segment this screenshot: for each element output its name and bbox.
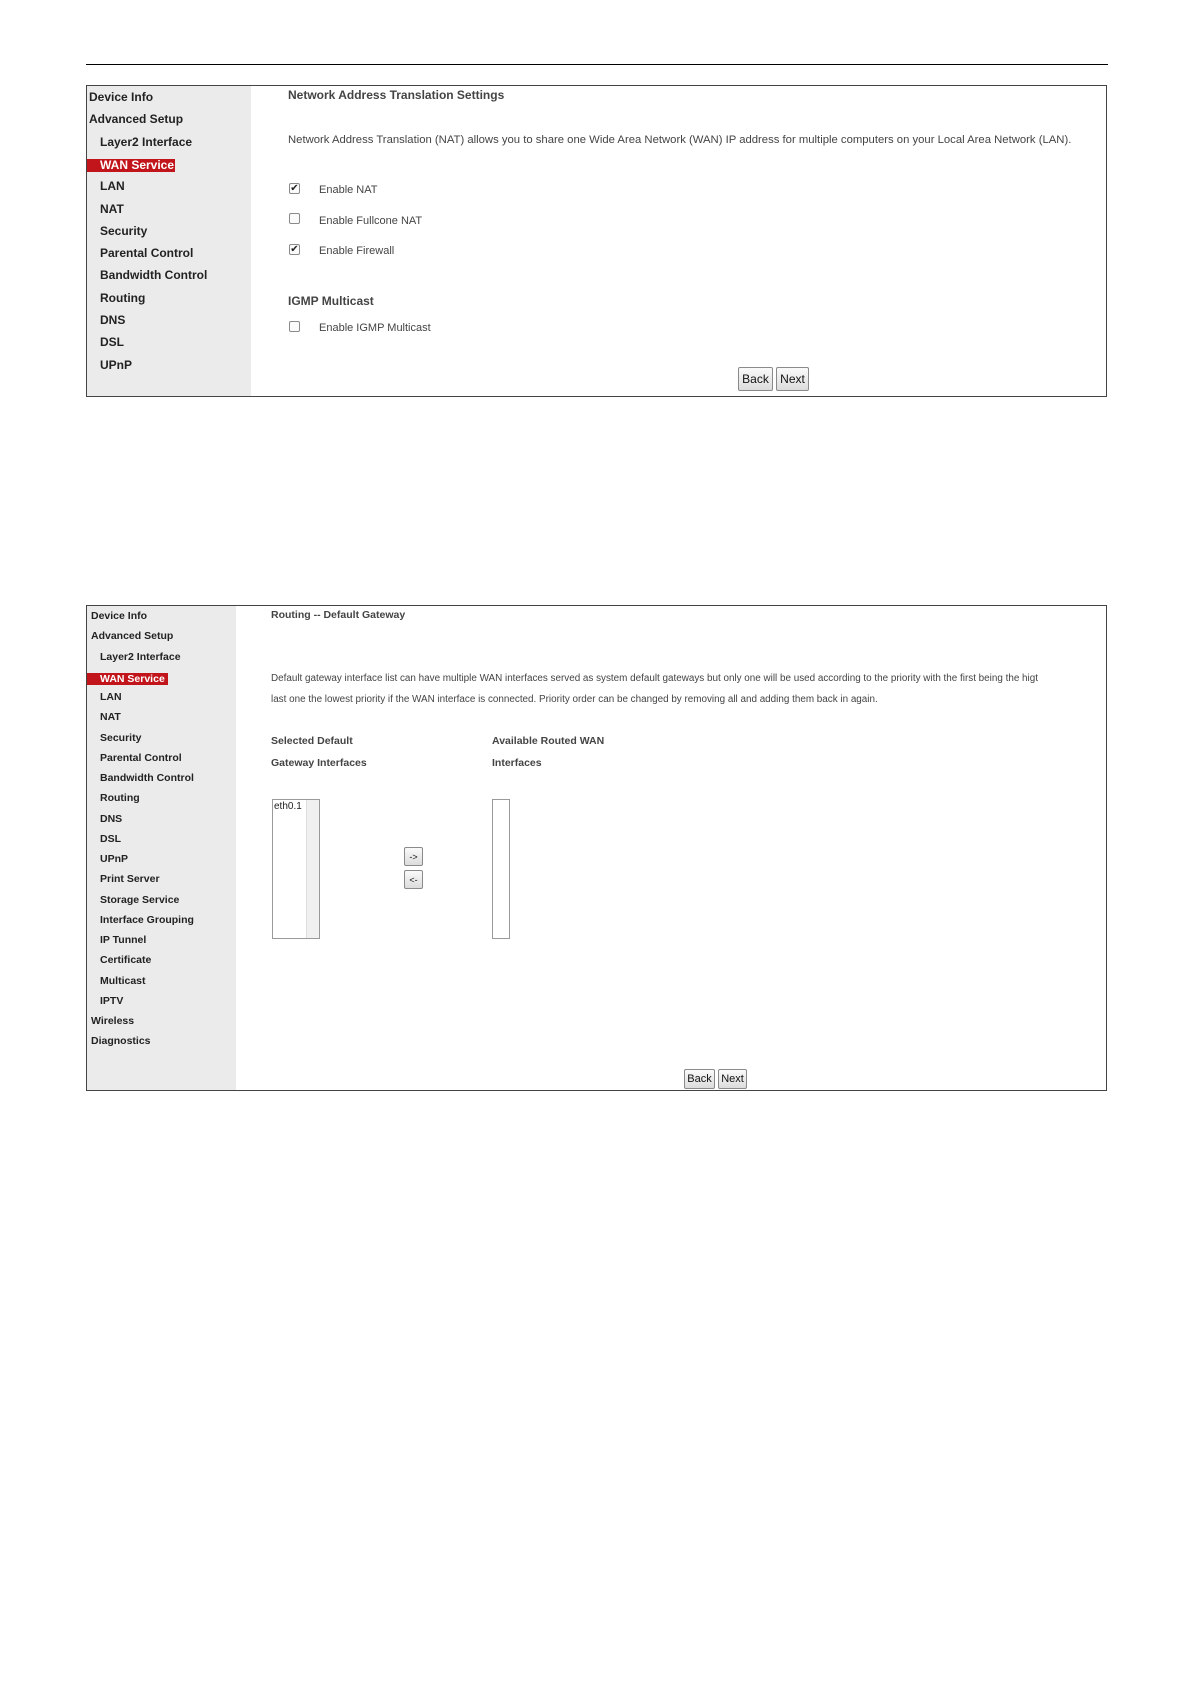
sidebar-item-dsl[interactable]: DSL — [100, 335, 124, 350]
sidebar-item-print-server[interactable]: Print Server — [100, 873, 160, 886]
routing-default-gateway-screenshot — [86, 605, 1107, 1091]
sidebar-item-layer2-interface[interactable]: Layer2 Interface — [100, 650, 181, 663]
routing-content — [236, 606, 1106, 1090]
enable-igmp-multicast-label: Enable IGMP Multicast — [319, 322, 431, 334]
enable-fullcone-nat-checkbox[interactable] — [289, 213, 300, 224]
sidebar-item-upnp[interactable]: UPnP — [100, 853, 129, 865]
selected-gateway-label-line1: Selected Default — [271, 735, 353, 747]
sidebar-item-diagnostics[interactable]: Diagnostics — [91, 1035, 151, 1048]
sidebar-item-upnp[interactable]: UPnP — [100, 357, 133, 372]
selected-gateway-listbox[interactable] — [272, 799, 320, 939]
sidebar-item-device-info[interactable]: Device Info — [89, 90, 154, 104]
back-button[interactable]: Back — [738, 367, 773, 391]
sidebar-item-security[interactable]: Security — [100, 731, 142, 744]
sidebar-item-certificate[interactable]: Certificate — [100, 954, 152, 967]
next-button[interactable]: Next — [776, 367, 809, 391]
listbox-scrollbar[interactable] — [306, 800, 319, 938]
sidebar-item-parental-control[interactable]: Parental Control — [100, 751, 182, 764]
page-top-rule — [86, 64, 1108, 65]
next-button[interactable]: Next — [718, 1069, 747, 1089]
sidebar-item-lan[interactable]: LAN — [100, 179, 125, 194]
enable-igmp-multicast-checkbox[interactable] — [289, 321, 300, 332]
selected-gateway-label-line2: Gateway Interfaces — [271, 757, 367, 769]
enable-fullcone-nat-label: Enable Fullcone NAT — [319, 215, 423, 227]
sidebar-item-nat[interactable]: NAT — [100, 201, 124, 216]
sidebar-item-security[interactable]: Security — [100, 223, 148, 238]
sidebar-item-dns[interactable]: DNS — [100, 812, 123, 825]
sidebar-item-storage-service[interactable]: Storage Service — [100, 893, 180, 906]
sidebar-item-device-info[interactable]: Device Info — [91, 610, 148, 622]
page-title: Routing -- Default Gateway — [271, 609, 406, 621]
sidebar-item-nat[interactable]: NAT — [100, 711, 121, 724]
sidebar-item-bandwidth-control[interactable]: Bandwidth Control — [100, 772, 194, 784]
enable-nat-checkbox[interactable]: ✔ — [290, 183, 299, 194]
sidebar-item-layer2-interface[interactable]: Layer2 Interface — [100, 134, 193, 149]
nat-content — [251, 86, 1106, 396]
routing-description-line1: Default gateway interface list can have multiple WAN interfaces served as system default gateways but only one will be used according to the priority with the first being the higt — [271, 673, 1038, 684]
available-wan-listbox[interactable] — [492, 799, 510, 939]
sidebar-item-multicast[interactable]: Multicast — [100, 974, 146, 987]
sidebar-item-dsl[interactable]: DSL — [100, 832, 121, 845]
move-right-button[interactable]: -> — [404, 847, 423, 866]
nat-settings-screenshot — [86, 85, 1107, 397]
enable-firewall-label: Enable Firewall — [319, 245, 395, 257]
enable-nat-label: Enable NAT — [319, 184, 378, 196]
igmp-multicast-heading: IGMP Multicast — [288, 294, 374, 308]
page-title: Network Address Translation Settings — [288, 88, 505, 102]
sidebar-item-wireless[interactable]: Wireless — [91, 1015, 135, 1027]
enable-firewall-checkbox[interactable]: ✔ — [290, 244, 299, 255]
sidebar-item-lan[interactable]: LAN — [100, 691, 122, 703]
sidebar-item-wan-service[interactable]: WAN Service — [87, 159, 175, 172]
available-wan-label-line2: Interfaces — [492, 757, 542, 769]
sidebar-item-interface-grouping[interactable]: Interface Grouping — [100, 913, 194, 926]
available-wan-label-line1: Available Routed WAN — [492, 735, 605, 747]
sidebar-nav — [87, 86, 251, 396]
sidebar-item-advanced-setup[interactable]: Advanced Setup — [91, 630, 174, 643]
back-button[interactable]: Back — [684, 1069, 715, 1089]
sidebar-item-advanced-setup[interactable]: Advanced Setup — [89, 112, 184, 127]
sidebar-item-routing[interactable]: Routing — [100, 290, 146, 305]
nat-description: Network Address Translation (NAT) allows you to share one Wide Area Network (WAN) IP address for multiple computers on your Local Area Network (LAN). — [288, 134, 1072, 146]
sidebar-item-routing[interactable]: Routing — [100, 792, 140, 805]
list-item[interactable]: eth0.1 — [274, 801, 302, 812]
sidebar-item-parental-control[interactable]: Parental Control — [100, 246, 194, 261]
sidebar-item-bandwidth-control[interactable]: Bandwidth Control — [100, 268, 208, 283]
sidebar-item-ip-tunnel[interactable]: IP Tunnel — [100, 934, 147, 946]
routing-description-line2: last one the lowest priority if the WAN interface is connected. Priority order can be changed by removing all and adding them back in again. — [271, 694, 878, 705]
sidebar-nav — [87, 606, 236, 1090]
sidebar-item-iptv[interactable]: IPTV — [100, 994, 124, 1007]
sidebar-item-dns[interactable]: DNS — [100, 313, 126, 327]
sidebar-item-wan-service[interactable]: WAN Service — [87, 673, 168, 685]
move-left-button[interactable]: <- — [404, 870, 423, 889]
